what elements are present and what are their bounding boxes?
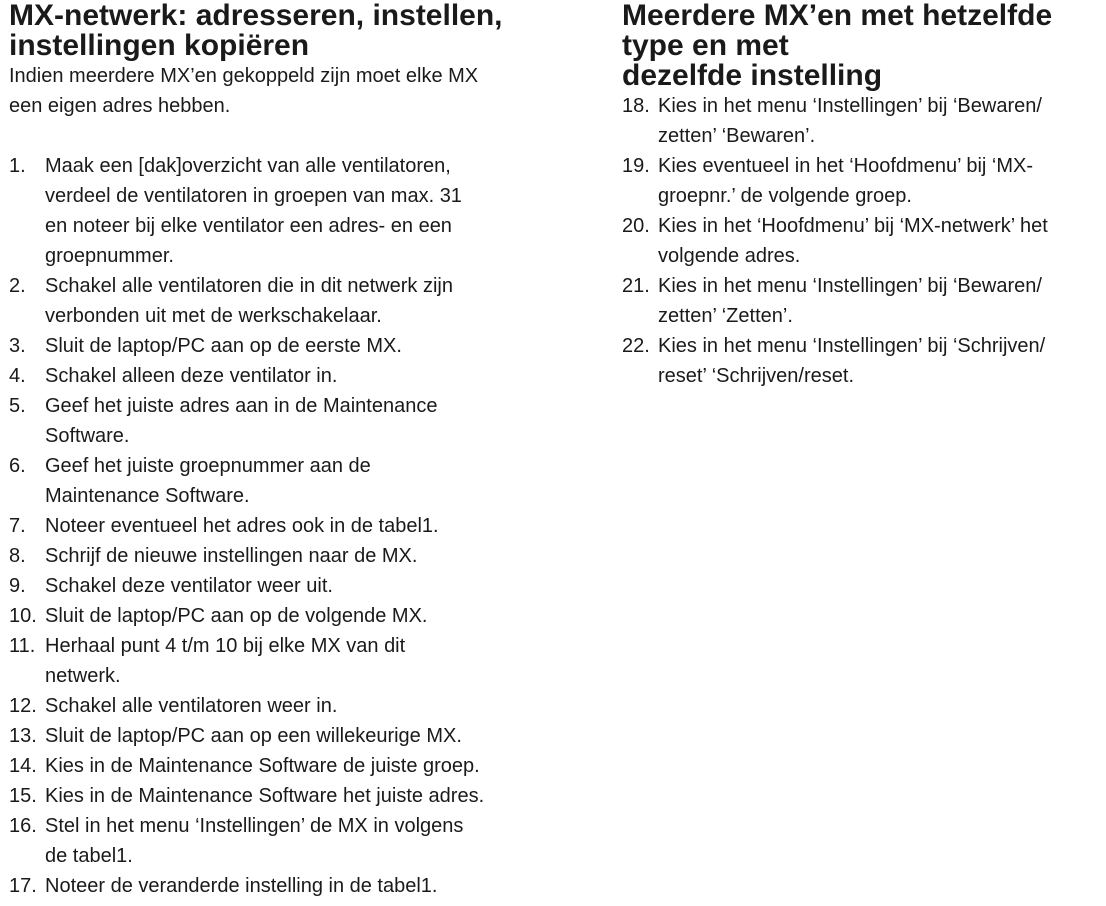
step-text bbox=[45, 691, 549, 721]
step-text-line: Noteer de veranderde instelling in de tabel1. bbox=[45, 875, 438, 897]
step-text-line: Software. bbox=[45, 425, 130, 447]
step-text-line: Sluit de laptop/PC aan op de volgende MX. bbox=[45, 605, 428, 627]
step-number: 6. bbox=[9, 455, 26, 477]
step-text bbox=[45, 331, 549, 361]
list-item bbox=[9, 751, 549, 781]
intro-line: een eigen adres hebben. bbox=[9, 95, 231, 117]
step-text bbox=[45, 541, 549, 571]
list-item bbox=[9, 871, 549, 901]
step-text-line: Kies eventueel in het ‘Hoofdmenu’ bij ‘MX- bbox=[658, 155, 1034, 177]
step-text-line: Schrijf de nieuwe instellingen naar de MX. bbox=[45, 545, 418, 567]
step-text-line: de tabel1. bbox=[45, 845, 133, 867]
step-text-line: zetten’ ‘Bewaren’. bbox=[658, 125, 816, 147]
step-number: 14. bbox=[9, 755, 37, 777]
step-text-line: netwerk. bbox=[45, 665, 121, 687]
step-text-line: zetten’ ‘Zetten’. bbox=[658, 305, 793, 327]
step-text-line: reset’ ‘Schrijven/reset. bbox=[658, 365, 854, 387]
step-text bbox=[45, 751, 549, 781]
step-number: 18. bbox=[622, 95, 650, 117]
list-item bbox=[9, 571, 549, 601]
step-number: 21. bbox=[622, 275, 650, 297]
list-item bbox=[622, 331, 1106, 391]
step-text-line: Geef het juiste groepnummer aan de bbox=[45, 455, 371, 477]
list-item bbox=[9, 271, 549, 331]
step-text-line: volgende adres. bbox=[658, 245, 801, 267]
step-text-line: Noteer eventueel het adres ook in de tabel1. bbox=[45, 515, 439, 537]
step-text bbox=[45, 721, 549, 751]
step-number: 11. bbox=[9, 635, 36, 657]
list-item bbox=[622, 91, 1106, 151]
step-text-line: Geef het juiste adres aan in de Maintenance bbox=[45, 395, 438, 417]
list-item bbox=[9, 511, 549, 541]
step-number: 4. bbox=[9, 365, 26, 387]
step-text-line: Kies in de Maintenance Software het juiste adres. bbox=[45, 785, 485, 807]
steps-list bbox=[9, 151, 549, 901]
list-item bbox=[9, 601, 549, 631]
step-number: 3. bbox=[9, 335, 26, 357]
steps-list bbox=[622, 91, 1106, 391]
intro-paragraph bbox=[9, 61, 549, 121]
step-text bbox=[45, 511, 549, 541]
list-item bbox=[622, 151, 1106, 211]
list-item bbox=[9, 721, 549, 751]
heading-line: Meerdere MX’en met hetzelfde type en met bbox=[622, 0, 1053, 62]
list-item bbox=[622, 211, 1106, 271]
step-number: 19. bbox=[622, 155, 650, 177]
step-text bbox=[45, 361, 549, 391]
step-text-line: Schakel alleen deze ventilator in. bbox=[45, 365, 338, 387]
step-text-line: Kies in de Maintenance Software de juiste groep. bbox=[45, 755, 480, 777]
list-item bbox=[9, 361, 549, 391]
step-number: 9. bbox=[9, 575, 26, 597]
heading-line: MX-netwerk: adresseren, instellen, bbox=[9, 0, 503, 32]
step-text bbox=[45, 271, 549, 331]
step-text bbox=[658, 211, 1106, 271]
step-text-line: Kies in het menu ‘Instellingen’ bij ‘Bewaren/ bbox=[658, 95, 1042, 117]
step-text bbox=[658, 271, 1106, 331]
step-text bbox=[45, 391, 549, 451]
heading-line: instellingen kopiëren bbox=[9, 29, 310, 62]
list-item bbox=[622, 271, 1106, 331]
step-text-line: Maak een [dak]overzicht van alle ventilatoren, bbox=[45, 155, 451, 177]
list-item bbox=[9, 631, 549, 691]
step-text bbox=[45, 601, 549, 631]
step-text-line: groepnr.’ de volgende groep. bbox=[658, 185, 912, 207]
list-item bbox=[9, 451, 549, 511]
step-number: 16. bbox=[9, 815, 37, 837]
list-item bbox=[9, 331, 549, 361]
step-text bbox=[45, 571, 549, 601]
left-column bbox=[9, 0, 549, 901]
step-number: 17. bbox=[9, 875, 37, 897]
step-text bbox=[45, 631, 549, 691]
section-heading bbox=[622, 0, 1106, 91]
step-text-line: Stel in het menu ‘Instellingen’ de MX in volgens bbox=[45, 815, 464, 837]
step-number: 7. bbox=[9, 515, 26, 537]
list-item bbox=[9, 781, 549, 811]
step-text-line: Sluit de laptop/PC aan op de eerste MX. bbox=[45, 335, 402, 357]
step-text bbox=[45, 811, 549, 871]
step-number: 8. bbox=[9, 545, 26, 567]
list-item bbox=[9, 541, 549, 571]
right-column bbox=[622, 0, 1106, 391]
step-text-line: Maintenance Software. bbox=[45, 485, 250, 507]
step-number: 13. bbox=[9, 725, 37, 747]
step-text-line: Kies in het menu ‘Instellingen’ bij ‘Bewaren/ bbox=[658, 275, 1042, 297]
step-text bbox=[45, 781, 549, 811]
step-text-line: Sluit de laptop/PC aan op een willekeurige MX. bbox=[45, 725, 462, 747]
step-number: 22. bbox=[622, 335, 650, 357]
step-text bbox=[45, 871, 549, 901]
section-heading bbox=[9, 0, 549, 61]
step-text bbox=[658, 151, 1106, 211]
step-number: 12. bbox=[9, 695, 37, 717]
step-text-line: verbonden uit met de werkschakelaar. bbox=[45, 305, 382, 327]
step-text-line: groepnummer. bbox=[45, 245, 174, 267]
step-text-line: verdeel de ventilatoren in groepen van max. 31 bbox=[45, 185, 462, 207]
list-item bbox=[9, 391, 549, 451]
list-item bbox=[9, 151, 549, 271]
step-text-line: Schakel deze ventilator weer uit. bbox=[45, 575, 333, 597]
step-text-line: Kies in het ‘Hoofdmenu’ bij ‘MX-netwerk’ het bbox=[658, 215, 1048, 237]
step-number: 5. bbox=[9, 395, 26, 417]
step-number: 10. bbox=[9, 605, 37, 627]
step-text-line: en noteer bij elke ventilator een adres- en een bbox=[45, 215, 452, 237]
step-number: 15. bbox=[9, 785, 37, 807]
step-text-line: Schakel alle ventilatoren die in dit netwerk zijn bbox=[45, 275, 453, 297]
list-item bbox=[9, 811, 549, 871]
step-text-line: Herhaal punt 4 t/m 10 bij elke MX van dit bbox=[45, 635, 406, 657]
heading-line: dezelfde instelling bbox=[622, 59, 883, 92]
step-text bbox=[658, 331, 1106, 391]
step-text bbox=[45, 151, 549, 271]
step-number: 1. bbox=[9, 155, 26, 177]
intro-line: Indien meerdere MX’en gekoppeld zijn moet elke MX bbox=[9, 65, 479, 87]
step-text bbox=[45, 451, 549, 511]
step-text bbox=[658, 91, 1106, 151]
step-number: 2. bbox=[9, 275, 26, 297]
step-text-line: Kies in het menu ‘Instellingen’ bij ‘Schrijven/ bbox=[658, 335, 1046, 357]
step-number: 20. bbox=[622, 215, 650, 237]
step-text-line: Schakel alle ventilatoren weer in. bbox=[45, 695, 338, 717]
list-item bbox=[9, 691, 549, 721]
